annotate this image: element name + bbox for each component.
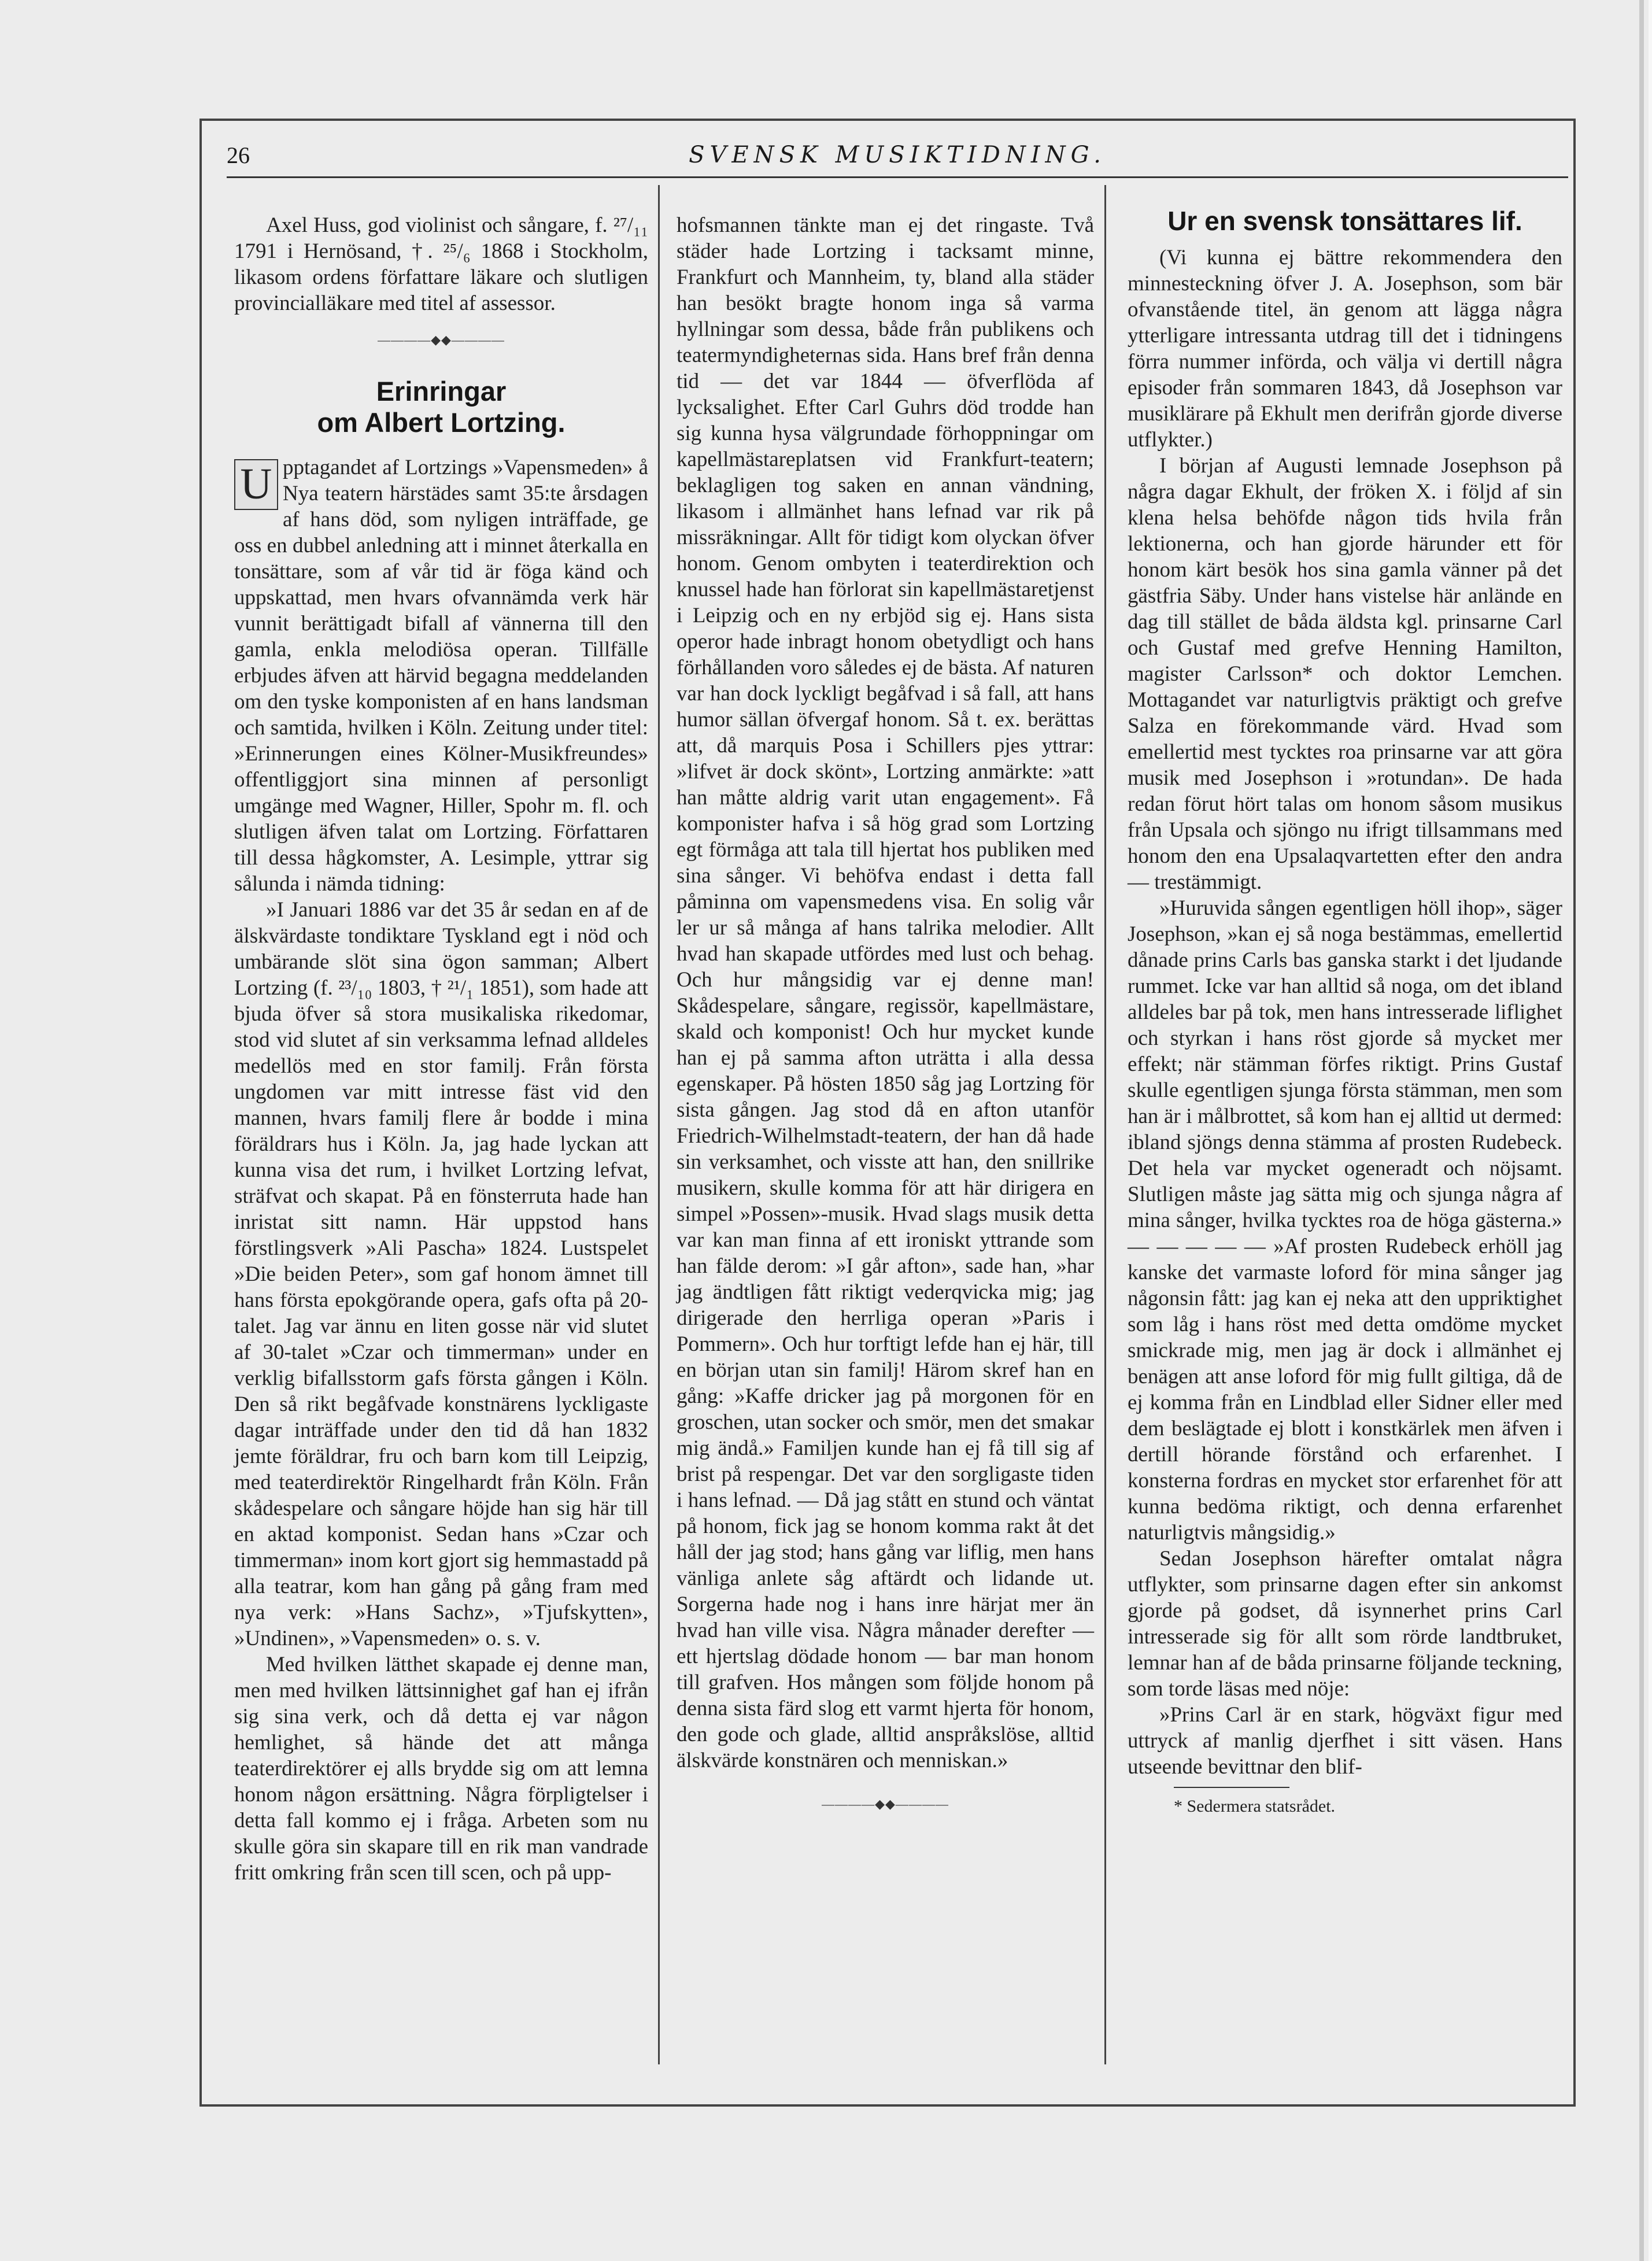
page-number: 26 [227, 142, 250, 168]
article-paragraph: Med hvilken lätthet skapade ej denne man, men med hvilken lättsinnighet gaf han ej ifrån sig sina verk, och då detta ej var någon hemlighet, så hände det att många teaterdirektörer ej alls brydde sig om att lemna honom någon ersättning. Några förpligtelser i detta fall kommo ej i fråga. Arbeten som nu skulle göra sin skapare till en rik man vandrade fritt omkring från scen till scen, och på upp- [234, 1653, 648, 1885]
header-rule [227, 176, 1568, 178]
article-paragraph: Sedan Josephson härefter omtalat några utflykter, som prinsarne dagen efter sin ankomst gjorde på godset, då isynnerhet prins Carl intresserade sig för allt som rörde landtbruket, lemnar han af de båda prinsarne följande teckning, som torde läsas med nöje: [1128, 1547, 1562, 1701]
article-paragraph: I början af Augusti lemnade Josephson på några dagar Ekhult, der fröken X. i följd af sin klena helsa behöfde någon tids hvila från lektionerna, och han gjorde härunder ett för honom kärt besök hos sina gamla vänner på det gästfria Säby. Under hans vistelse här anlände en dag till stället de båda äldsta kgl. prinsarne Carl och Gustaf med grefve Henning Hamilton, magister Carlsson* och doktor Lemchen. Mottagandet var naturligtvis präktigt och grefve Salza en förekommande värd. Hvad som emellertid mest tycktes roa prinsarne var att göra musik med Josephson i »rotundan». De hada redan förut hört talas om honom såsom musikus från Upsala och sjöngo nu ifrigt tillsammans med honom den ena Upsalaqvartetten efter den andra — trestämmigt. [1128, 454, 1562, 894]
article-paragraph: U pptagandet af Lortzings »Vapensmeden» å Nya teatern härstädes samt 35:te årsdagen af hans död, som nyligen inträffade, ge oss en dubbel anledning att i minnet återkalla en tonsättare, som af vår tid är föga känd och uppskattad, men hvars ofvannämda verk här vunnit berättigadt bifall af vännerna till den gamla, enkla melodiösa operan. Tillfälle erbjudes äfven att härvid begagna meddelanden om den tyske komponisten af en hans landsman och samtida, hvilken i Köln. Zeitung under titel: »Erinnerungen eines Kölner-Musikfreundes» offentliggjort sina minnen af personligt umgänge med Wagner, Hiller, Spohr m. fl. och slutligen äfven talat om Lortzing. Författaren till dessa hågkomster, A. Lesimple, yttrar sig sålunda i nämda tidning: [234, 456, 648, 896]
article-paragraph: »I Januari 1886 var det 35 år sedan en af de älskvärdaste tondiktare Tyskland egt i nöd och umbärande slöt sina ögon samman; Albert Lortzing (f. ²³/₁₀ 1803, † ²¹/₁ 1851), som hade att bjuda öfver så stora musikaliska rikedomar, stod vid slutet af sin verksamma lefnad alldeles medellös med en stor familj. Från första ungdomen var mitt intresse fäst vid den mannen, hvars familj flere år bodde i mina föräldrars hus i Köln. Ja, jag hade lyckan att kunna visa det rum, i hvilket Lortzing lefvat, sträfvat och skapat. På en fönsterruta hade han inristat sitt namn. Här uppstod hans förstlingsverk »Ali Pascha» 1824. Lustspelet »Die beiden Peter», som gaf honom ämnet till hans första epokgörande opera, gafs ofta på 20-talet. Jag var ännu en liten gosse när vid slutet af 30-talet »Czar och timmerman» under en verklig bifallsstorm gafs första gången i Köln. Den så rikt begåfvade konstnärens lyckligaste dagar inträffade under den tid då han 1832 jemte föräldrar, fru och barn kom till Leipzig, med teaterdirektör Ringelhardt från Köln. Från skådespelare och sångare höjde han sig här till en aktad komponist. Sedan hans »Czar och timmerman» inom kort gjort sig hemmastadd på alla teatrar, kom han gång på gång fram med nya verk: »Hans Sachz», »Tjufskytten», »Undinen», »Vapensmeden» o. s. v. [234, 898, 648, 1650]
journal-title: SVENSK MUSIKTIDNING. [689, 142, 1106, 168]
article-heading-line-1: Erinringar [376, 376, 507, 407]
editor-note: (Vi kunna ej bättre rekommendera den minnesteckning öfver J. A. Josephson, som bär ofvanstående titel, än genom att lägga några ytterligare intressanta utdrag till det i tidningens förra nummer införda, och välja vi dertill några episoder från sommaren 1843, då Josephson var musiklärare på Ekhult men derifrån gjorde diverse utflykter.) [1128, 246, 1562, 452]
footnote: * Sedermera statsrådet. [1174, 1797, 1336, 1816]
drop-cap: U [234, 459, 278, 510]
column-2 [677, 212, 1094, 1817]
column-divider-1 [658, 185, 660, 2064]
column-1 [234, 212, 648, 1886]
page-edge-shadow [1639, 0, 1644, 2261]
article-paragraph: hofsmannen tänkte man ej det ringaste. Två städer hade Lortzing i tacksamt minne, Frankfurt och Mannheim, ty, bland alla städer han besökt bragte honom inga så varma hyllningar som dessa, både från publikens och teatermyndigheternas sida. Hans bref från denna tid — det var 1844 — öfverflöda af lycksalighet. Efter Carl Guhrs död trodde han sig kunna hysa välgrundade förhoppningar om kapellmästareplatsen vid Frankfurt-teatern; beklagligen tog saken en annan vändning, likasom i allmänhet hans lefnad var rik på missräkningar. Allt för tidigt kom olyckan öfver honom. Genom ombyten i teaterdirektion och knussel hade han förlorat sin kapellmästaretjenst i Leipzig och en ny erbjöd sig ej. Hans sista operor hade inbragt honom obetydligt och hans förhållanden voro således ej de bästa. Af naturen var han dock lyckligt begåfvad i så fall, att hans humor sällan öfvergaf honom. Så t. ex. berättas att, då marquis Posa i Schillers pjes yttrar: »lifvet är dock skönt», Lortzing anmärkte: »att han måtte aldrig varit utan engagement». Få komponister hafva i så hög grad som Lortzing egt förmåga att tala till hjertat hos publiken med sina sånger. Vi behöfva endast i detta fall påminna om vapensmedens visa. En solig vår ler ur så många af hans talrika melodier. Allt hvad han skapade utfördes med lust och behag. Och hur mångsidig var ej denne man! Skådespelare, sångare, regissör, kapellmästare, skald och komponist! Och hur mycket kunde han ej på samma afton uträtta i alla dessa egenskaper. På hösten 1850 såg jag Lortzing för sista gången. Jag stod då en afton utanför Friedrich-Wilhelmstadt-teatern, der han då hade sin verksamhet, och visste att han, den snillrike musikern, skulle komma för att här dirigera en simpel »Possen»-musik. Hvad slags musik detta var kan man finna af ett ironiskt yttrande som han fälde derom: »I går afton», sade han, »har jag ändtligen fått riktigt vederqvicka mig; jag dirigerade den herrliga operan »Paris i Pommern». Och hur torftigt lefde han ej här, till en början utan sin familj! Härom skref han en gång: »Kaffe dricker jag på morgonen för en groschen, utan socker och smör, men det smakar mig ändå.» Familjen kunde han ej få till sig af brist på respengar. Det var den sorgligaste tiden i hans lefnad. — Då jag stått en stund och väntat på honom, fick jag se honom komma rakt åt det håll der jag stod; hans gång var liflig, men hans vänliga anlete såg aftärdt och lidande ut. Sorgerna hade nog i hans inre härjat mer än hvad han ville visa. Några månader derefter — ett hjertslag dödade honom — bar man honom till grafven. Hos mången som följde honom på denna sista färd slog ett varmt hjerta för honom, den gode och glade, alltid anspråkslöse, alltid älskvärde konstnären och menniskan.» [677, 213, 1094, 1772]
article-paragraph: »Prins Carl är en stark, högväxt figur med uttryck af manlig djerfhet i sitt väsen. Hans utseende bevittnar den blif- [1128, 1703, 1562, 1779]
article-paragraph: »Huruvida sången egentligen höll ihop», säger Josephson, »kan ej så noga bestämmas, emellertid dånade prins Carls bas ganska starkt i det ljudande rummet. Icke var han alltid så noga, om det ibland alldeles bar på tok, men hans intresserade liflighet och styrkan i hans röst gjorde så mycket mer effekt; när stämman förfes riktigt. Prins Gustaf skulle egentligen sjunga första stämman, men som han är i målbrottet, så kom han ej alltid ut dermed: ibland sjöngs denna stämma af prosten Rudebeck. Det hela var mycket ogeneradt och nöjsamt. Slutligen måste jag sätta mig och sjunga några af mina sånger, hvilka tycktes roa de höga gästerna.» — — — — — »Af prosten Rudebeck erhöll jag kanske det varmaste loford för mina sånger jag någonsin fått: jag kan ej neka att den uppriktighet som låg i hans röst med detta omdöme mycket smickrade mig, men jag är dock i allmänhet ej benägen att anse loford för mig fullt giltiga, då de ej komma från en Lindblad eller Sidner eller med dem beslägtade ej blott i konstkärlek men äfven i dertill hörande förstånd och erfarenhet. I konsterna fordras en mycket stor erfarenhet för att kunna bedöma riktigt, och denna erfarenhet naturligtvis mångsidig.» [1128, 896, 1562, 1545]
intro-paragraph: Axel Huss, god violinist och sångare, f. ²⁷/₁₁ 1791 i Hernösand, †. ²⁵/₆ 1868 i Stockholm, likasom ordens författare läkare och slutligen provincialläkare med titel af assessor. [234, 213, 648, 315]
section-separator: ————◆◆———— [822, 1797, 949, 1811]
column-3 [1128, 205, 1562, 1817]
page-edge [1649, 0, 1652, 2261]
section-separator: ————◆◆———— [378, 332, 505, 347]
article-heading-line-2: om Albert Lortzing. [317, 407, 566, 438]
article-heading: Ur en svensk tonsättares lif. [1167, 206, 1522, 236]
footnote-rule [1174, 1787, 1289, 1788]
column-divider-2 [1104, 185, 1106, 2064]
